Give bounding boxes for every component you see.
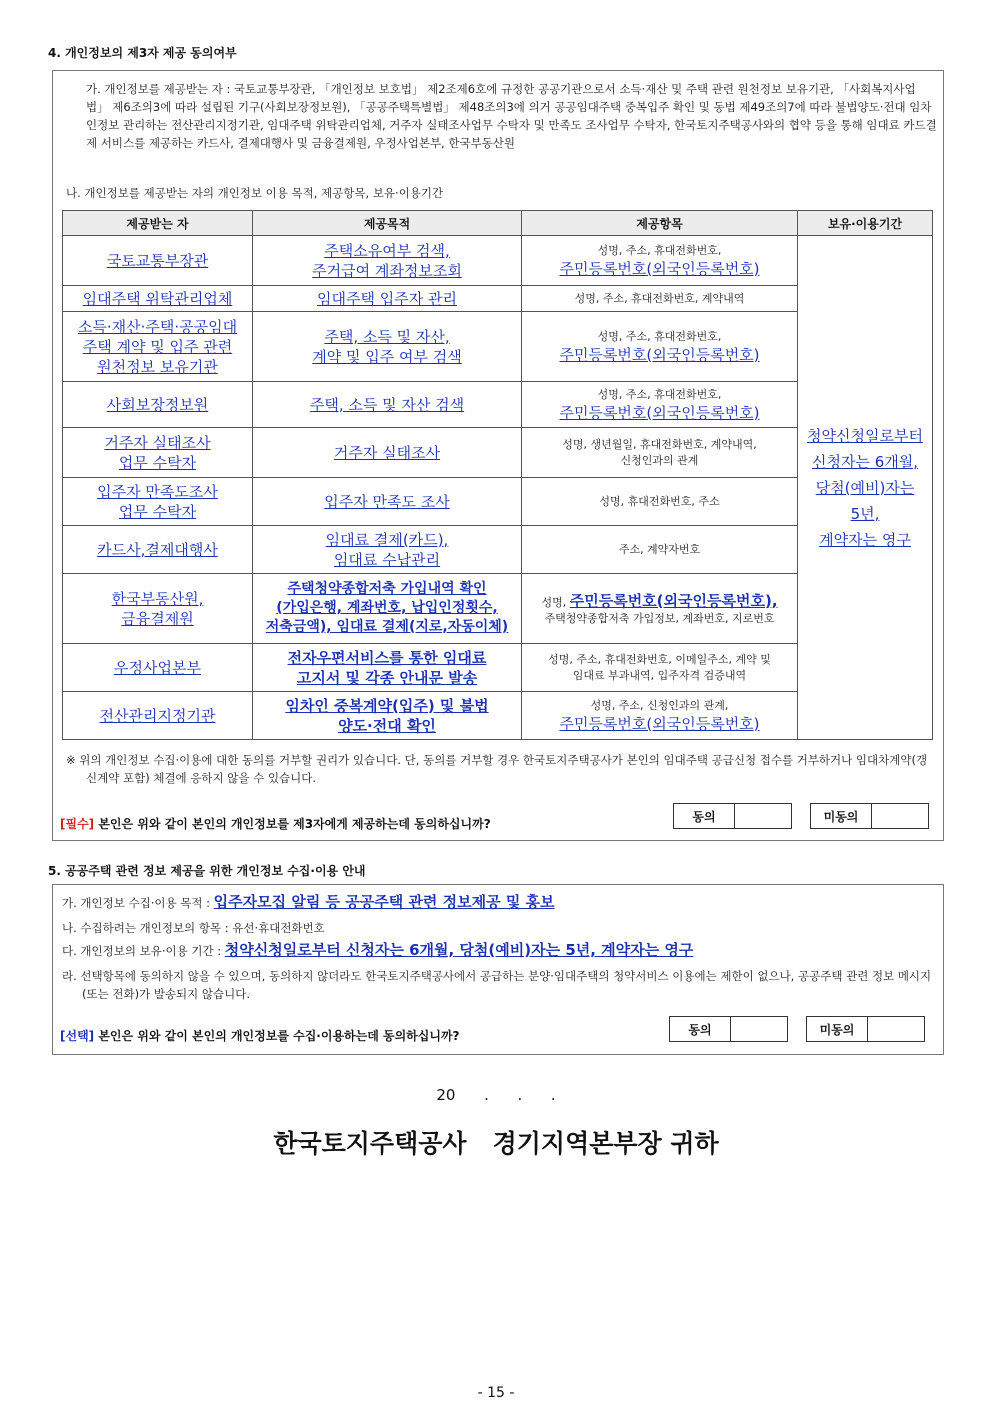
da-label: 다. 개인정보의 보유·이용 기간 : xyxy=(62,944,225,958)
items-cell: 성명, 휴대전화번호, 주소 xyxy=(522,478,798,526)
disagree-label: 미동의 xyxy=(807,1017,868,1041)
items-cell xyxy=(522,382,798,428)
addressee: 한국토지주택공사 경기지역본부장 귀하 xyxy=(273,1129,719,1158)
items-cell: 주소, 계약자번호 xyxy=(522,526,798,574)
agree-box-section4[interactable] xyxy=(673,803,792,829)
ga-value: 입주자모집 알림 등 공공주택 관련 정보제공 및 홍보 xyxy=(213,893,555,911)
items-highlight: 주민등록번호(외국인등록번호) xyxy=(559,259,760,278)
disagree-box-section4[interactable] xyxy=(810,803,929,829)
table-row xyxy=(63,236,933,286)
items-text: 성명, 주소, 휴대전화번호, xyxy=(597,243,722,257)
items-highlight: 주민등록번호(외국인등록번호) xyxy=(559,345,760,364)
recipient-cell: 전산관리지정기관 xyxy=(63,692,253,740)
purpose-cell: 주택, 소득 및 자산 검색 xyxy=(253,382,522,428)
recipient-cell: 소득·재산·주택·공공임대 주택 계약 및 입주 관련 원천정보 보유기관 xyxy=(63,312,253,382)
section4-para-na: 나. 개인정보를 제공받는 자의 개인정보 이용 목적, 제공항목, 보유·이용기간 xyxy=(66,186,444,200)
section4-para-ga: 가. 개인정보를 제공받는 자 : 국토교통부장관, 「개인정보 보호법」 제2조제6호에 규정한 공공기관으로서 소득·재산 및 주택 관련 원천정보 보유기관, 「사회복지사업법」 제6조의3에 따라 설립된 기구(사회보장정보원), 「공공주택특별법」 제48조의3에 의거 공공임대주택 중복입주 확인 및 동법 제49조의7에 따라 불법양도·전대 임차인정보 관리하는 전산관리지정기관, 임대주택 위탁관리업체, 거주자 실태조사업무 수탁자 및 만족도 조사업무 수탁자, 한국토지주택공사와의 협약 등을 통해 임대료 카드결제 서비스를 제공하는 카드사, 결제대행사 및 금융결제원, 우정사업본부, 한국부동산원 xyxy=(86,82,937,150)
section4-notice: ※ 위의 개인정보 수집·이용에 대한 동의를 거부할 권리가 있습니다. 단, 동의를 거부할 경우 한국토지주택공사가 본인의 임대주택 공급신청 접수를 거부하거나 임대차계약(갱신계약 포함) 체결에 응하지 않을 수 있습니다. xyxy=(66,753,928,785)
items-cell: 성명, 주소, 휴대전화번호, 이메일주소, 계약 및 임대료 부과내역, 입주자격 검증내역 xyxy=(522,644,798,692)
agree-label: 동의 xyxy=(670,1017,731,1041)
question-text: 본인은 위와 같이 본인의 개인정보를 수집·이용하는데 동의하십니까? xyxy=(94,1029,460,1043)
header-items: 제공항목 xyxy=(522,211,798,236)
disagree-checkbox[interactable] xyxy=(868,1017,924,1041)
section5-question xyxy=(60,1027,460,1044)
agree-checkbox[interactable] xyxy=(731,1017,787,1041)
ga-label: 가. 개인정보 수집·이용 목적 : xyxy=(62,896,214,910)
section5-title: 5. 공공주택 관련 정보 제공을 위한 개인정보 수집·이용 안내 xyxy=(48,864,366,878)
agree-label: 동의 xyxy=(674,804,735,828)
section4-question xyxy=(60,815,491,832)
question-text: 본인은 위와 같이 본인의 개인정보를 제3자에게 제공하는데 동의하십니까? xyxy=(94,817,491,831)
disagree-box-section5[interactable] xyxy=(806,1016,925,1042)
recipient-cell: 한국부동산원, 금융결제원 xyxy=(63,574,253,644)
section5-da xyxy=(62,941,693,960)
disagree-label: 미동의 xyxy=(811,804,872,828)
agree-checkbox[interactable] xyxy=(735,804,791,828)
recipient-cell: 국토교통부장관 xyxy=(63,236,253,286)
items-text: 성명, 주소, 휴대전화번호, xyxy=(597,329,722,343)
page-number: - 15 - xyxy=(477,1385,515,1401)
disagree-checkbox[interactable] xyxy=(872,804,928,828)
items-cell xyxy=(522,236,798,286)
agree-box-section5[interactable] xyxy=(669,1016,788,1042)
recipient-cell: 입주자 만족도조사 업무 수탁자 xyxy=(63,478,253,526)
purpose-cell: 주택, 소득 및 자산, 계약 및 입주 여부 검색 xyxy=(253,312,522,382)
purpose-cell: 주택청약종합저축 가입내역 확인 (가입은행, 계좌번호, 납입인정횟수, 저축금액), 임대료 결제(지로,자동이체) xyxy=(253,574,522,644)
items-highlight: 주민등록번호(외국인등록번호) xyxy=(559,403,760,422)
items-first-line xyxy=(526,591,793,611)
section5-ga xyxy=(62,893,555,912)
items-cell xyxy=(522,692,798,740)
purpose-cell: 임대주택 입주자 관리 xyxy=(253,286,522,312)
recipient-cell: 임대주택 위탁관리업체 xyxy=(63,286,253,312)
recipient-cell: 사회보장정보원 xyxy=(63,382,253,428)
items-text: 성명, 주소, 휴대전화번호, xyxy=(597,387,722,401)
items-cell xyxy=(522,574,798,644)
items-text: 주택청약종합저축 가입정보, 계좌번호, 지로번호 xyxy=(544,611,775,625)
header-recipient: 제공받는 자 xyxy=(63,211,253,236)
header-retention: 보유·이용기간 xyxy=(798,211,933,236)
section5-na: 나. 수집하려는 개인정보의 항목 : 유선·휴대전화번호 xyxy=(62,921,325,935)
header-purpose: 제공목적 xyxy=(253,211,522,236)
items-highlight: 주민등록번호(외국인등록번호), xyxy=(569,591,778,610)
retention-cell: 청약신청일로부터 신청자는 6개월, 당첨(예비)자는 5년, 계약자는 영구 xyxy=(798,236,933,740)
date-line: 20 . . . xyxy=(436,1086,556,1104)
purpose-cell: 임차인 중복계약(입주) 및 불법 양도·전대 확인 xyxy=(253,692,522,740)
recipient-cell: 거주자 실태조사 업무 수탁자 xyxy=(63,428,253,478)
items-prefix: 성명, xyxy=(541,595,570,609)
recipient-cell: 카드사,결제대행사 xyxy=(63,526,253,574)
purpose-cell: 거주자 실태조사 xyxy=(253,428,522,478)
recipient-cell: 우정사업본부 xyxy=(63,644,253,692)
purpose-cell: 전자우편서비스를 통한 임대료 고지서 및 각종 안내문 발송 xyxy=(253,644,522,692)
purpose-cell: 임대료 결제(카드), 임대료 수납관리 xyxy=(253,526,522,574)
purpose-cell: 입주자 만족도 조사 xyxy=(253,478,522,526)
items-cell: 성명, 주소, 휴대전화번호, 계약내역 xyxy=(522,286,798,312)
section4-title: 4. 개인정보의 제3자 제공 동의여부 xyxy=(48,46,237,60)
da-value: 청약신청일로부터 신청자는 6개월, 당첨(예비)자는 5년, 계약자는 영구 xyxy=(224,941,694,959)
items-cell xyxy=(522,312,798,382)
items-text: 성명, 주소, 신청인과의 관계, xyxy=(590,698,729,712)
purpose-cell: 주택소유여부 검색, 주거급여 계좌정보조회 xyxy=(253,236,522,286)
third-party-table xyxy=(62,210,933,740)
items-highlight: 주민등록번호(외국인등록번호) xyxy=(559,714,760,733)
required-tag: [필수] xyxy=(60,817,95,831)
section5-ra: 라. 선택항목에 동의하지 않을 수 있으며, 동의하지 않더라도 한국토지주택공사에서 공급하는 분양·임대주택의 청약서비스 이용에는 제한이 없으나, 공공주택 관련 정보 메시지(또는 전화)가 발송되지 않습니다. xyxy=(62,969,932,1001)
optional-tag: [선택] xyxy=(60,1029,95,1043)
items-cell: 성명, 생년월일, 휴대전화번호, 계약내역, 신청인과의 관계 xyxy=(522,428,798,478)
